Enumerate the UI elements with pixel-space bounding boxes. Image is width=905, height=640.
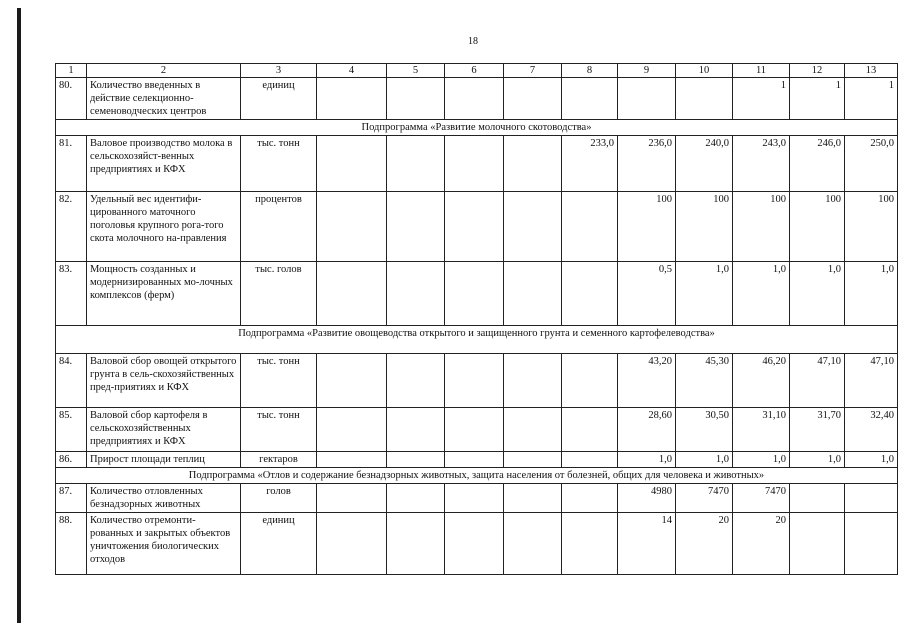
value-cell: 1,0 [733, 262, 790, 326]
indicator-name: Валовой сбор овощей открытого грунта в сель-скохозяйственных пред-приятиях и КФХ [87, 354, 241, 408]
value-cell [317, 452, 387, 468]
column-header: 8 [562, 64, 618, 78]
value-cell [387, 354, 445, 408]
value-cell [504, 262, 562, 326]
value-cell: 1,0 [845, 262, 898, 326]
value-cell [790, 484, 845, 513]
value-cell [317, 484, 387, 513]
value-cell: 1 [790, 78, 845, 120]
value-cell [504, 78, 562, 120]
value-cell: 250,0 [845, 136, 898, 192]
value-cell: 31,10 [733, 408, 790, 452]
value-cell [387, 78, 445, 120]
table-row [56, 136, 898, 192]
value-cell: 100 [790, 192, 845, 262]
unit-cell: процентов [241, 192, 317, 262]
value-cell: 20 [676, 513, 733, 575]
value-cell: 1,0 [676, 262, 733, 326]
value-cell [317, 408, 387, 452]
row-number: 82. [56, 192, 87, 262]
value-cell [317, 136, 387, 192]
value-cell: 236,0 [618, 136, 676, 192]
row-number: 81. [56, 136, 87, 192]
column-header: 6 [445, 64, 504, 78]
row-number: 83. [56, 262, 87, 326]
value-cell [317, 513, 387, 575]
unit-cell: голов [241, 484, 317, 513]
value-cell: 1,0 [790, 452, 845, 468]
value-cell [562, 354, 618, 408]
value-cell [445, 513, 504, 575]
value-cell [790, 513, 845, 575]
unit-cell: единиц [241, 513, 317, 575]
table-row [56, 408, 898, 452]
table-row [56, 354, 898, 408]
value-cell: 1,0 [676, 452, 733, 468]
value-cell: 32,40 [845, 408, 898, 452]
column-header: 11 [733, 64, 790, 78]
value-cell: 100 [618, 192, 676, 262]
value-cell [445, 78, 504, 120]
value-cell: 20 [733, 513, 790, 575]
value-cell [317, 78, 387, 120]
subprogram-row [56, 468, 898, 484]
column-header: 1 [56, 64, 87, 78]
value-cell [504, 513, 562, 575]
indicator-name: Количество отремонти-рованных и закрытых объектов уничтожения биологических отходов [87, 513, 241, 575]
column-header: 2 [87, 64, 241, 78]
value-cell [387, 513, 445, 575]
value-cell [445, 192, 504, 262]
value-cell [504, 354, 562, 408]
value-cell [618, 78, 676, 120]
indicator-name: Прирост площади теплиц [87, 452, 241, 468]
column-header: 10 [676, 64, 733, 78]
subprogram-title: Подпрограмма «Развитие овощеводства открытого и защищенного грунта и семенного картофелеводства» [56, 326, 898, 354]
indicator-name: Количество введенных в действие селекционно-семеноводческих центров [87, 78, 241, 120]
value-cell: 1 [733, 78, 790, 120]
table-row [56, 192, 898, 262]
row-number: 88. [56, 513, 87, 575]
value-cell: 46,20 [733, 354, 790, 408]
value-cell [445, 484, 504, 513]
value-cell: 45,30 [676, 354, 733, 408]
indicator-name: Мощность созданных и модернизированных мо-лочных комплексов (ферм) [87, 262, 241, 326]
row-number: 85. [56, 408, 87, 452]
unit-cell: тыс. тонн [241, 136, 317, 192]
value-cell: 1,0 [845, 452, 898, 468]
indicators-table [55, 63, 898, 575]
value-cell [317, 262, 387, 326]
value-cell: 14 [618, 513, 676, 575]
indicator-name: Количество отловленных безнадзорных животных [87, 484, 241, 513]
value-cell [445, 136, 504, 192]
value-cell [504, 408, 562, 452]
column-header: 7 [504, 64, 562, 78]
table-header-row [56, 64, 898, 78]
table-row [56, 78, 898, 120]
value-cell: 4980 [618, 484, 676, 513]
value-cell: 100 [733, 192, 790, 262]
column-header: 12 [790, 64, 845, 78]
value-cell [562, 192, 618, 262]
value-cell [504, 192, 562, 262]
row-number: 84. [56, 354, 87, 408]
value-cell: 1,0 [790, 262, 845, 326]
row-number: 87. [56, 484, 87, 513]
value-cell: 243,0 [733, 136, 790, 192]
unit-cell: единиц [241, 78, 317, 120]
value-cell [562, 78, 618, 120]
value-cell [562, 513, 618, 575]
unit-cell: тыс. тонн [241, 354, 317, 408]
table-row [56, 513, 898, 575]
value-cell [562, 452, 618, 468]
value-cell [445, 354, 504, 408]
row-number: 86. [56, 452, 87, 468]
value-cell: 246,0 [790, 136, 845, 192]
subprogram-title: Подпрограмма «Развитие молочного скотоводства» [56, 120, 898, 136]
page-number: 18 [468, 36, 478, 47]
value-cell [387, 262, 445, 326]
column-header: 4 [317, 64, 387, 78]
indicator-name: Валовой сбор картофеля в сельскохозяйственных предприятиях и КФХ [87, 408, 241, 452]
value-cell [387, 484, 445, 513]
value-cell: 100 [845, 192, 898, 262]
value-cell [562, 262, 618, 326]
value-cell: 1 [845, 78, 898, 120]
unit-cell: тыс. тонн [241, 408, 317, 452]
unit-cell: тыс. голов [241, 262, 317, 326]
subprogram-row [56, 120, 898, 136]
value-cell: 47,10 [790, 354, 845, 408]
value-cell: 7470 [733, 484, 790, 513]
value-cell: 28,60 [618, 408, 676, 452]
value-cell: 1,0 [618, 452, 676, 468]
value-cell [317, 354, 387, 408]
indicator-name: Валовое производство молока в сельскохозяйст-венных предприятиях и КФХ [87, 136, 241, 192]
value-cell [445, 452, 504, 468]
value-cell: 30,50 [676, 408, 733, 452]
value-cell: 233,0 [562, 136, 618, 192]
value-cell: 1,0 [733, 452, 790, 468]
value-cell: 240,0 [676, 136, 733, 192]
value-cell [504, 484, 562, 513]
value-cell [387, 452, 445, 468]
value-cell: 43,20 [618, 354, 676, 408]
value-cell [387, 136, 445, 192]
column-header: 13 [845, 64, 898, 78]
column-header: 9 [618, 64, 676, 78]
value-cell [676, 78, 733, 120]
value-cell: 0,5 [618, 262, 676, 326]
table-row [56, 484, 898, 513]
table-row [56, 452, 898, 468]
row-number: 80. [56, 78, 87, 120]
value-cell: 100 [676, 192, 733, 262]
column-header: 3 [241, 64, 317, 78]
table-row [56, 262, 898, 326]
value-cell: 47,10 [845, 354, 898, 408]
value-cell [845, 484, 898, 513]
value-cell: 7470 [676, 484, 733, 513]
value-cell: 31,70 [790, 408, 845, 452]
subprogram-row [56, 326, 898, 354]
value-cell [445, 262, 504, 326]
value-cell [504, 136, 562, 192]
value-cell [317, 192, 387, 262]
value-cell [562, 484, 618, 513]
margin-bar [17, 8, 21, 623]
value-cell [562, 408, 618, 452]
value-cell [387, 408, 445, 452]
unit-cell: гектаров [241, 452, 317, 468]
value-cell [504, 452, 562, 468]
subprogram-title: Подпрограмма «Отлов и содержание безнадзорных животных, защита населения от болезней, общих для человека и животных» [56, 468, 898, 484]
value-cell [445, 408, 504, 452]
column-header: 5 [387, 64, 445, 78]
value-cell [387, 192, 445, 262]
indicator-name: Удельный вес идентифи-цированного маточного поголовья крупного рога-того скота молочного на-правления [87, 192, 241, 262]
value-cell [845, 513, 898, 575]
